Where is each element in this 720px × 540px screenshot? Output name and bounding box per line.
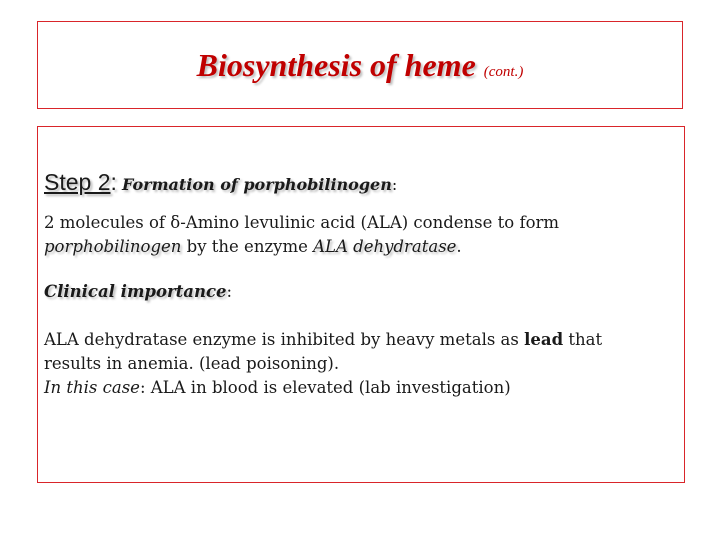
clinical-colon: :: [226, 282, 233, 301]
paragraph-clinical: [44, 328, 678, 400]
clinical-heading: [44, 280, 678, 304]
step-heading: [44, 169, 678, 198]
content-box: [37, 126, 685, 483]
paragraph2-text-a: ALA dehydratase enzyme is inhibited by heavy metals as: [44, 330, 525, 349]
clinical-label: Clinical importance: [44, 282, 227, 301]
paragraph-formation: [44, 211, 678, 259]
slide-title-suffix: (cont.): [483, 63, 524, 80]
paragraph2-line2: results in anemia. (lead poisoning).: [44, 354, 340, 373]
step-end-colon: :: [391, 175, 398, 194]
term-porphobilinogen: porphobilinogen: [44, 237, 182, 256]
bold-lead: lead: [524, 330, 564, 349]
slide-title-text: Biosynthesis of heme: [196, 46, 476, 83]
paragraph1-text-b: by the enzyme: [181, 237, 314, 256]
step-description: Formation of porphobilinogen: [121, 175, 392, 194]
paragraph1-text-a: 2 molecules of δ-Amino levulinic acid (ALA) condense to form: [44, 213, 560, 232]
step-label: Step 2: [44, 169, 111, 195]
slide-title: [197, 47, 524, 84]
case-label: In this case: [44, 378, 140, 397]
case-text: : ALA in blood is elevated (lab investigation): [139, 378, 511, 397]
paragraph2-text-b: that: [563, 330, 603, 349]
paragraph1-text-c: .: [456, 237, 462, 256]
term-ala-dehydratase: ALA dehydratase: [313, 237, 457, 256]
title-box: [37, 21, 683, 109]
step-colon: :: [110, 169, 117, 195]
